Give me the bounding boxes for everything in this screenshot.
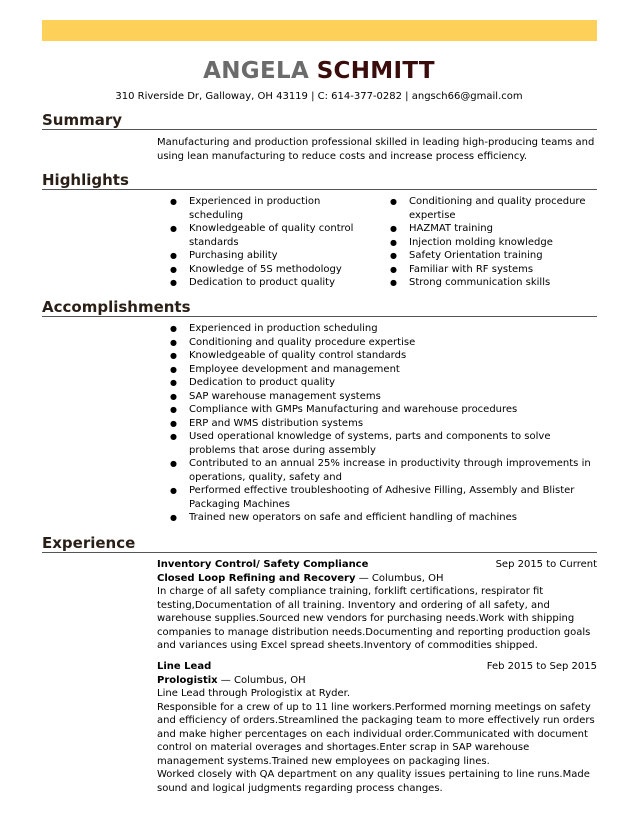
job-description: Responsible for a crew of up to 11 line workers.Performed morning meetings on safety and efficiency of orders.Streamlined the packaging team to more effectively run orders and make higher percentages on each individual order.Communicated with document control on material overages and shortages.Enter scrap in SAP warehouse management systems.Trained new employees on packaging lines. <box>157 701 595 767</box>
list-item: ● Knowledgeable of quality control standards <box>157 349 597 363</box>
highlights-heading: Highlights <box>42 171 129 189</box>
list-item: ● Knowledgeable of quality control standards <box>157 222 372 249</box>
summary-text: Manufacturing and production professional skilled in leading high-producing teams and using lean manufacturing to reduce costs and increase process efficiency. <box>157 137 595 162</box>
list-item: ● Experienced in production scheduling <box>157 322 597 336</box>
candidate-name <box>0 56 638 86</box>
highlights-divider <box>42 189 597 190</box>
job-entry <box>157 558 597 653</box>
highlights-right-list <box>377 195 597 290</box>
company-name: Closed Loop Refining and Recovery <box>157 572 356 584</box>
accomplishments-divider <box>42 316 597 317</box>
summary-divider <box>42 129 597 130</box>
list-item: ● Strong communication skills <box>377 276 597 290</box>
last-name: SCHMITT <box>316 58 435 84</box>
list-item: ● Familiar with RF systems <box>377 263 597 277</box>
list-item: ● Conditioning and quality procedure expertise <box>157 336 597 350</box>
list-item: ● Experienced in production scheduling <box>157 195 372 222</box>
list-item: ● SAP warehouse management systems <box>157 390 597 404</box>
list-item: ● HAZMAT training <box>377 222 597 236</box>
job-description: Line Lead through Prologistix at Ryder. <box>157 688 351 699</box>
job-location: — Columbus, OH <box>217 674 306 686</box>
list-item: ● Compliance with GMPs Manufacturing and warehouse procedures <box>157 403 597 417</box>
job-title: Inventory Control/ Safety Compliance <box>157 559 369 570</box>
list-item: ● Performed effective troubleshooting of Adhesive Filling, Assembly and Blister Packaging Machines <box>157 484 597 511</box>
first-name: ANGELA <box>203 58 310 84</box>
list-item: ● Employee development and management <box>157 363 597 377</box>
list-item: ● Conditioning and quality procedure expertise <box>377 195 597 222</box>
highlights-left-list <box>157 195 372 290</box>
summary-heading: Summary <box>42 111 123 129</box>
list-item: ● Dedication to product quality <box>157 276 372 290</box>
job-description: Worked closely with QA department on any quality issues pertaining to line runs.Made sound and logical judgments regarding process changes. <box>157 769 590 794</box>
list-item: ● Contributed to an annual 25% increase in productivity through improvements in operations, quality, safety and <box>157 457 597 484</box>
company-name: Prologistix <box>157 674 218 686</box>
experience-heading: Experience <box>42 534 136 552</box>
list-item: ● Purchasing ability <box>157 249 372 263</box>
contact-info: 310 Riverside Dr, Galloway, OH 43119 | C: 614-377-0282 | angsch66@gmail.com <box>115 91 523 102</box>
accomplishments-list <box>157 322 597 525</box>
job-dates: Sep 2015 to Current <box>495 559 597 570</box>
job-description: In charge of all safety compliance training, forklift certifications, respirator fit testing,Documentation of all training. Inventory and ordering of all safety, and warehouse supplies.Sourced new vendors for purchasing needs.Work with shipping companies to manage distribution needs.Documenting and reporting production goals and variances using Excel spread sheets.Inventory of commodities shipped. <box>157 586 591 651</box>
list-item: ● Used operational knowledge of systems, parts and components to solve problems that arose during assembly <box>157 430 597 457</box>
list-item: ● ERP and WMS distribution systems <box>157 417 597 431</box>
job-dates: Feb 2015 to Sep 2015 <box>486 661 597 672</box>
list-item: ● Dedication to product quality <box>157 376 597 390</box>
job-location: — Columbus, OH <box>355 572 444 584</box>
header-accent-bar <box>42 20 597 41</box>
list-item: ● Trained new operators on safe and efficient handling of machines <box>157 511 597 525</box>
job-entry <box>157 660 597 795</box>
list-item: ● Safety Orientation training <box>377 249 597 263</box>
list-item: ● Injection molding knowledge <box>377 236 597 250</box>
job-title: Line Lead <box>157 661 212 672</box>
accomplishments-heading: Accomplishments <box>42 298 191 316</box>
list-item: ● Knowledge of 5S methodology <box>157 263 372 277</box>
experience-divider <box>42 552 597 553</box>
